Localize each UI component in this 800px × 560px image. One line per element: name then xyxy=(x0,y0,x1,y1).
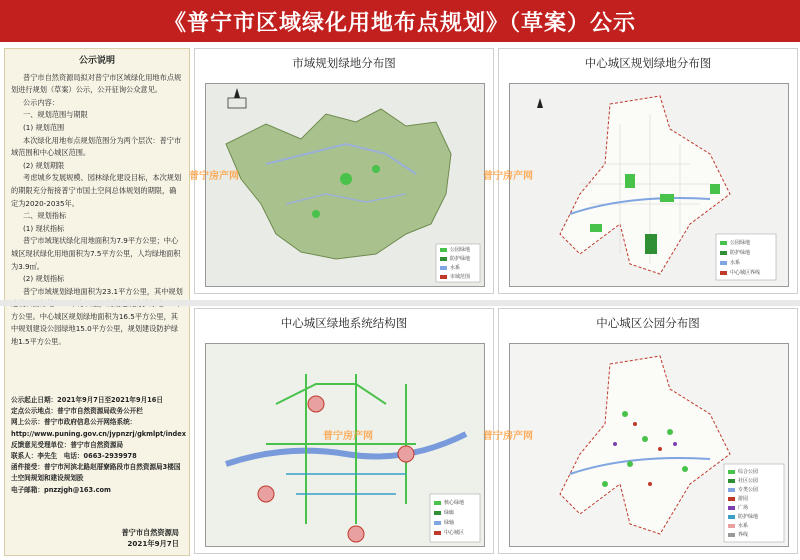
legend-swatch xyxy=(728,524,735,528)
legend-label: 核心绿地 xyxy=(444,500,465,506)
notice-detail-line: 反馈意见受理单位：普宁市自然资源局 xyxy=(11,440,124,449)
legend-label: 绿廊 xyxy=(444,510,455,516)
legend-label: 广场 xyxy=(738,505,749,511)
legend-label: 水系 xyxy=(738,523,749,529)
legend-label: 绿轴 xyxy=(444,520,455,526)
legend-swatch xyxy=(720,241,727,245)
legend-swatch xyxy=(440,275,447,279)
legend-label: 综合公园 xyxy=(738,469,759,475)
signature-date: 2021年9月7日 xyxy=(127,539,179,548)
notice-paragraph: 一、规划范围与期限 xyxy=(23,110,88,120)
legend-item xyxy=(440,246,470,255)
legend-swatch xyxy=(720,261,727,265)
notice-paragraph: 普宁市自然资源局拟对普宁市区域绿化用地布点规划进行规划（草案）公示，公开征询公众意见。 xyxy=(11,72,182,95)
notice-heading: 公示说明 xyxy=(78,56,115,66)
notice-detail-line: 电子邮箱：pnzzjgh@163.com xyxy=(11,485,111,494)
watermark-logo: 普宁房产网 xyxy=(189,171,239,182)
legend-label: 界线 xyxy=(738,532,749,538)
notice-body xyxy=(11,72,183,349)
legend-swatch xyxy=(728,506,735,510)
legend-swatch xyxy=(440,257,447,261)
legend-item xyxy=(440,264,470,273)
structure-map[interactable] xyxy=(205,343,485,547)
notice-paragraph: 二、规划指标 xyxy=(23,211,67,221)
notice-paragraph: (1) 现状指标 xyxy=(23,223,65,233)
page-title-bar xyxy=(0,0,800,42)
legend-label: 中心城区界线 xyxy=(730,270,761,276)
legend-label: 中心城区 xyxy=(444,530,465,536)
legend-swatch xyxy=(720,271,727,275)
center-green-map[interactable] xyxy=(509,83,789,287)
legend-swatch xyxy=(440,248,447,252)
city-green-map[interactable] xyxy=(205,83,485,287)
panel-title: 中心城区规划绿地分布图 xyxy=(584,56,712,70)
parks-map[interactable] xyxy=(509,343,789,547)
panel-title: 中心城区绿地系统结构图 xyxy=(280,316,408,330)
legend-swatch xyxy=(440,266,447,270)
legend-item xyxy=(720,258,760,268)
legend-item xyxy=(434,528,464,538)
legend-label: 社区公园 xyxy=(738,478,759,484)
notice-paragraph: 公示内容： xyxy=(23,97,59,107)
panel-title: 中心城区公园分布图 xyxy=(596,316,700,330)
legend-label: 水系 xyxy=(730,260,741,266)
notice-signature xyxy=(121,527,179,549)
notice-paragraph: 考虑城乡发展规模、园林绿化建设目标，本次规划的期限充分衔接普宁市国土空间总体规划的期限，确定为2020-2035年。 xyxy=(11,173,182,208)
notice-detail-line: 定点公示地点：普宁市自然资源局政务公开栏 xyxy=(11,407,143,416)
notice-paragraph: (2) 规划期限 xyxy=(23,160,65,170)
legend-label: 水系 xyxy=(450,265,461,271)
map-panel-parks xyxy=(483,308,798,554)
map-panel-center-green xyxy=(483,48,798,294)
notice-detail-line: 函件接受：普宁市河滨北路赵厝寮路段市自然资源局3楼国土空间规划和建设规划股 xyxy=(11,463,181,483)
legend-item xyxy=(440,255,470,264)
notice-detail-line[interactable]: http://www.puning.gov.cn/jypnzrj/gkmlpt/index xyxy=(11,429,186,438)
notice-paragraph: 普宁市域现状绿化用地面积为7.9平方公里；中心城区现状绿化用地面积为7.5平方公里，人均绿地面积为3.9㎡。 xyxy=(11,236,181,271)
notice-paragraph: (2) 规划指标 xyxy=(23,274,65,284)
legend-swatch xyxy=(434,501,441,505)
legend-item xyxy=(728,513,758,522)
legend-label: 市域范围 xyxy=(450,274,471,280)
legend-item xyxy=(728,477,758,486)
legend-label: 防护绿地 xyxy=(730,250,751,256)
notice-detail-line: 网上公示：普宁市政府信息公开网络系统： xyxy=(11,418,137,427)
legend-swatch xyxy=(434,531,441,535)
divider xyxy=(0,300,800,306)
watermark-logo: 普宁房产网 xyxy=(483,431,533,442)
legend-swatch xyxy=(728,497,735,501)
legend-item xyxy=(728,468,758,477)
legend-swatch xyxy=(728,479,735,483)
legend-item xyxy=(434,498,464,508)
notice-details xyxy=(11,395,186,496)
legend-label: 防护绿地 xyxy=(450,256,471,262)
signature-org: 普宁市自然资源局 xyxy=(121,528,179,537)
legend-swatch xyxy=(720,251,727,255)
legend-swatch xyxy=(728,488,735,492)
legend-swatch xyxy=(728,515,735,519)
legend-swatch xyxy=(728,470,735,474)
legend-item xyxy=(720,248,760,258)
legend-label: 公园绿地 xyxy=(450,247,471,253)
legend-item xyxy=(728,531,758,540)
legend-swatch xyxy=(434,521,441,525)
legend-item xyxy=(728,495,758,504)
legend-item xyxy=(720,268,760,278)
legend-item xyxy=(434,508,464,518)
notice-paragraph: 普宁市域规划绿地面积为23.1平方公里，其中规划 方公里。中心城区规划绿地面积为16.5平方公里，其中规划建设公园绿地15.0平方公里，规划建设防护绿地1.5平方公里。 xyxy=(11,286,183,347)
map-panel-structure xyxy=(194,308,494,554)
page-title: 《普宁市区域绿化用地布点规划》（草案）公示 xyxy=(163,10,636,36)
watermark-logo: 普宁房产网 xyxy=(483,171,533,182)
legend-swatch xyxy=(434,511,441,515)
legend-item xyxy=(720,238,760,248)
panel-title: 市域规划绿地分布图 xyxy=(292,56,396,70)
notice-detail-line: 公示起止日期：2021年9月7日至2021年9月16日 xyxy=(11,396,163,404)
legend-swatch xyxy=(728,533,735,537)
notice-paragraph: (1) 规划范围 xyxy=(23,122,65,132)
legend-label: 游园 xyxy=(738,496,749,502)
legend-item xyxy=(440,273,470,282)
legend-item xyxy=(728,486,758,495)
map-panel-city-green xyxy=(189,48,494,294)
legend-item xyxy=(728,504,758,513)
watermark-logo: 普宁房产网 xyxy=(323,431,373,442)
legend-label: 专类公园 xyxy=(738,487,759,493)
legend-item xyxy=(434,518,464,528)
legend-label: 公园绿地 xyxy=(730,240,751,246)
notice-paragraph: 本次绿化用地布点规划范围分为两个层次：普宁市域范围和中心城区范围。 xyxy=(11,135,182,158)
legend-item xyxy=(728,522,758,531)
legend-label: 防护绿地 xyxy=(738,514,759,520)
notice-detail-line: 联系人：李先生 电话：0663-2939978 xyxy=(11,452,137,461)
